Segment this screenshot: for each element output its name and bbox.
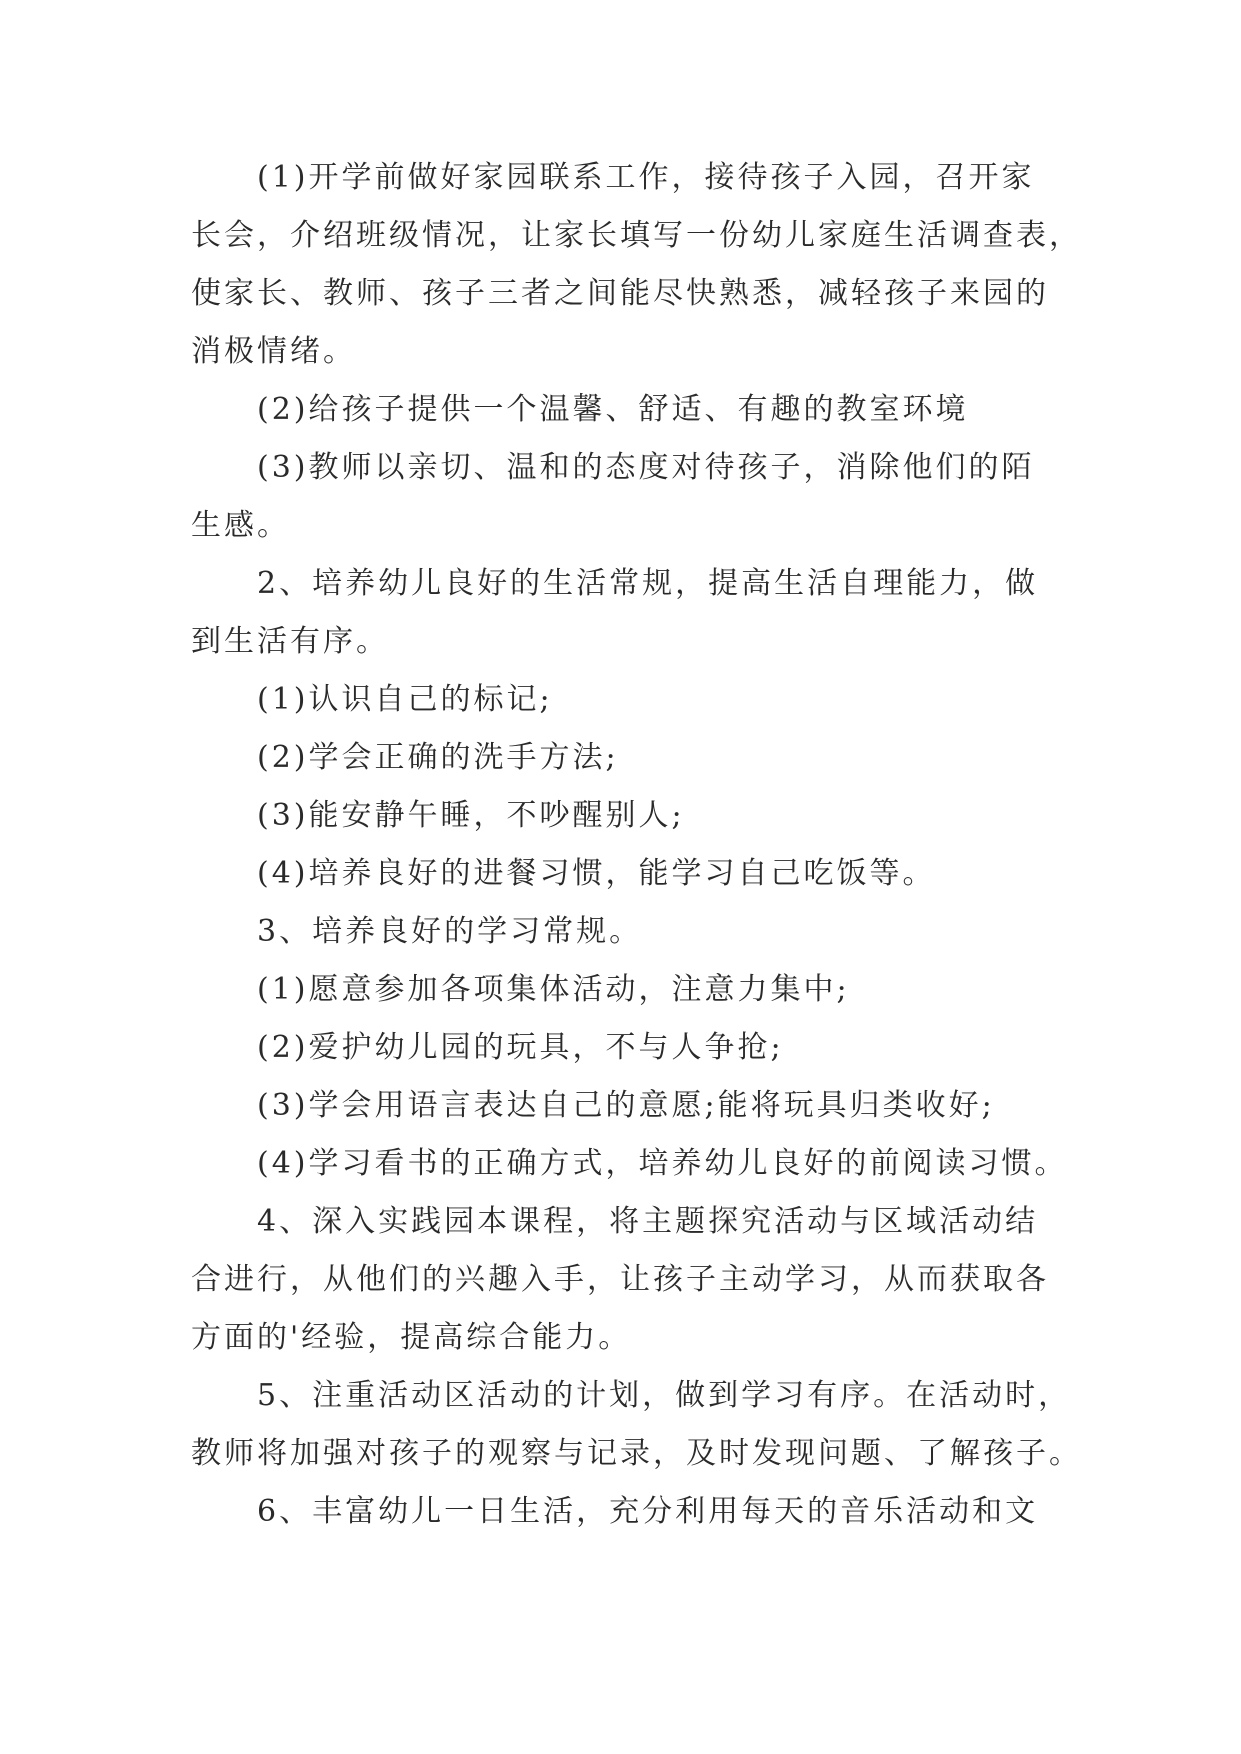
paragraph-line: (1)认识自己的标记; <box>257 682 553 717</box>
paragraph-line: (2)给孩子提供一个温馨、舒适、有趣的教室环境 <box>257 392 969 427</box>
paragraph-line: (2)学会正确的洗手方法; <box>257 740 619 775</box>
document-body <box>191 158 1082 1550</box>
paragraph-line: 长会，介绍班级情况，让家长填写一份幼儿家庭生活调查表， <box>191 218 1082 253</box>
paragraph-line: (2)爱护幼儿园的玩具，不与人争抢; <box>257 1030 784 1065</box>
paragraph-line: 到生活有序。 <box>191 624 389 659</box>
paragraph-line: (1)开学前做好家园联系工作，接待孩子入园，召开家 <box>257 160 1035 195</box>
paragraph-line: (3)能安静午睡，不吵醒别人; <box>257 798 685 833</box>
paragraph-line: (3)学会用语言表达自己的意愿;能将玩具归类收好; <box>257 1088 995 1123</box>
paragraph-line: 2、培养幼儿良好的生活常规，提高生活自理能力，做 <box>257 566 1039 601</box>
paragraph-line: 6、丰富幼儿一日生活，充分利用每天的音乐活动和文 <box>257 1494 1039 1529</box>
paragraph-line: 教师将加强对孩子的观察与记录，及时发现问题、了解孩子。 <box>191 1436 1082 1471</box>
paragraph-line: (4)培养良好的进餐习惯，能学习自己吃饭等。 <box>257 856 936 891</box>
paragraph-line: 3、培养良好的学习常规。 <box>257 914 643 949</box>
paragraph-line: 合进行，从他们的兴趣入手，让孩子主动学习，从而获取各 <box>191 1262 1049 1297</box>
paragraph-line: 生感。 <box>191 508 290 543</box>
paragraph-line: (1)愿意参加各项集体活动，注意力集中; <box>257 972 850 1007</box>
paragraph-line: 消极情绪。 <box>191 334 356 369</box>
paragraph-line: 使家长、教师、孩子三者之间能尽快熟悉，减轻孩子来园的 <box>191 276 1049 311</box>
paragraph-line: 方面的'经验，提高综合能力。 <box>191 1320 632 1355</box>
paragraph-line: (3)教师以亲切、温和的态度对待孩子，消除他们的陌 <box>257 450 1035 485</box>
paragraph-line: 4、深入实践园本课程，将主题探究活动与区域活动结 <box>257 1204 1039 1239</box>
paragraph-line: 5、注重活动区活动的计划，做到学习有序。在活动时， <box>257 1378 1072 1413</box>
paragraph-line: (4)学习看书的正确方式，培养幼儿良好的前阅读习惯。 <box>257 1146 1068 1181</box>
